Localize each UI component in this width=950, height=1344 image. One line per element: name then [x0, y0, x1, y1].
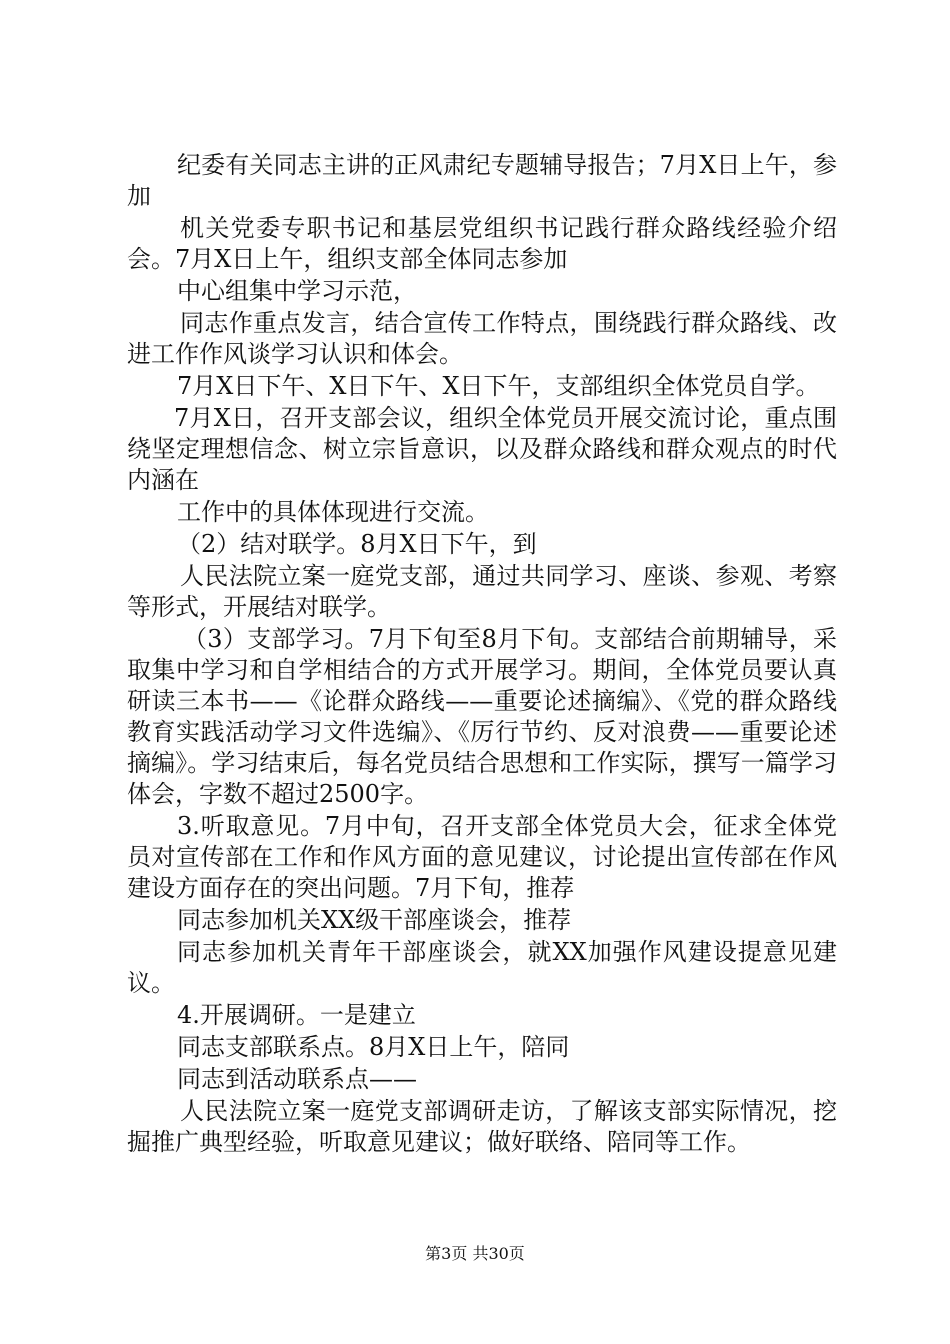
- paragraph-16: 同志到活动联系点——: [177, 1065, 417, 1093]
- paragraph-10: （3）支部学习。7月下旬至8月下旬。支部结合前期辅导，采取集中学习和自学相结合的方式开展学习。期间，全体党员要认真研读三本书——《论群众路线——重要论述摘编》、《党的群众路线教育实践活动学习文件选编》、《厉行节约、反对浪费——重要论述摘编》。学习结束后，每名党员结合思想和工作实际，撰写一篇学习体会，字数不超过2500字。: [127, 625, 837, 808]
- paragraph-1: 纪委有关同志主讲的正风肃纪专题辅导报告；7月X日上午，参加: [127, 151, 837, 210]
- paragraph-11: 3.听取意见。7月中旬，召开支部全体党员大会，征求全体党员对宣传部在工作和作风方面的意见建议，讨论提出宣传部在作风建设方面存在的突出问题。7月下旬，推荐: [127, 812, 837, 902]
- paragraph-3: 中心组集中学习示范，: [177, 277, 417, 305]
- paragraph-13: 同志参加机关青年干部座谈会，就XX加强作风建设提意见建议。: [127, 938, 837, 997]
- paragraph-12: 同志参加机关XX级干部座谈会，推荐: [177, 906, 572, 934]
- paragraph-17: 人民法院立案一庭党支部调研走访，了解该支部实际情况，挖掘推广典型经验，听取意见建议；做好联络、陪同等工作。: [127, 1097, 837, 1156]
- paragraph-4: 同志作重点发言，结合宣传工作特点，围绕践行群众路线、改进工作作风谈学习认识和体会。: [127, 309, 837, 368]
- page-number-label: 第3页 共30页: [425, 1244, 525, 1263]
- paragraph-8: （2）结对联学。8月X日下午，到: [177, 530, 537, 558]
- paragraph-5: 7月X日下午、X日下午、X日下午，支部组织全体党员自学。: [177, 372, 820, 400]
- paragraph-9: 人民法院立案一庭党支部，通过共同学习、座谈、参观、考察等形式，开展结对联学。: [127, 562, 837, 621]
- page-footer: [0, 1244, 950, 1264]
- paragraph-6: 7月X日，召开支部会议，组织全体党员开展交流讨论，重点围绕坚定理想信念、树立宗旨意识，以及群众路线和群众观点的时代内涵在: [127, 404, 837, 494]
- document-body: [127, 150, 837, 1159]
- paragraph-15: 同志支部联系点。8月X日上午，陪同: [177, 1033, 570, 1061]
- paragraph-7: 工作中的具体体现进行交流。: [177, 498, 489, 526]
- paragraph-2: 机关党委专职书记和基层党组织书记践行群众路线经验介绍会。7月X日上午，组织支部全体同志参加: [127, 214, 837, 273]
- paragraph-14: 4.开展调研。一是建立: [177, 1001, 416, 1029]
